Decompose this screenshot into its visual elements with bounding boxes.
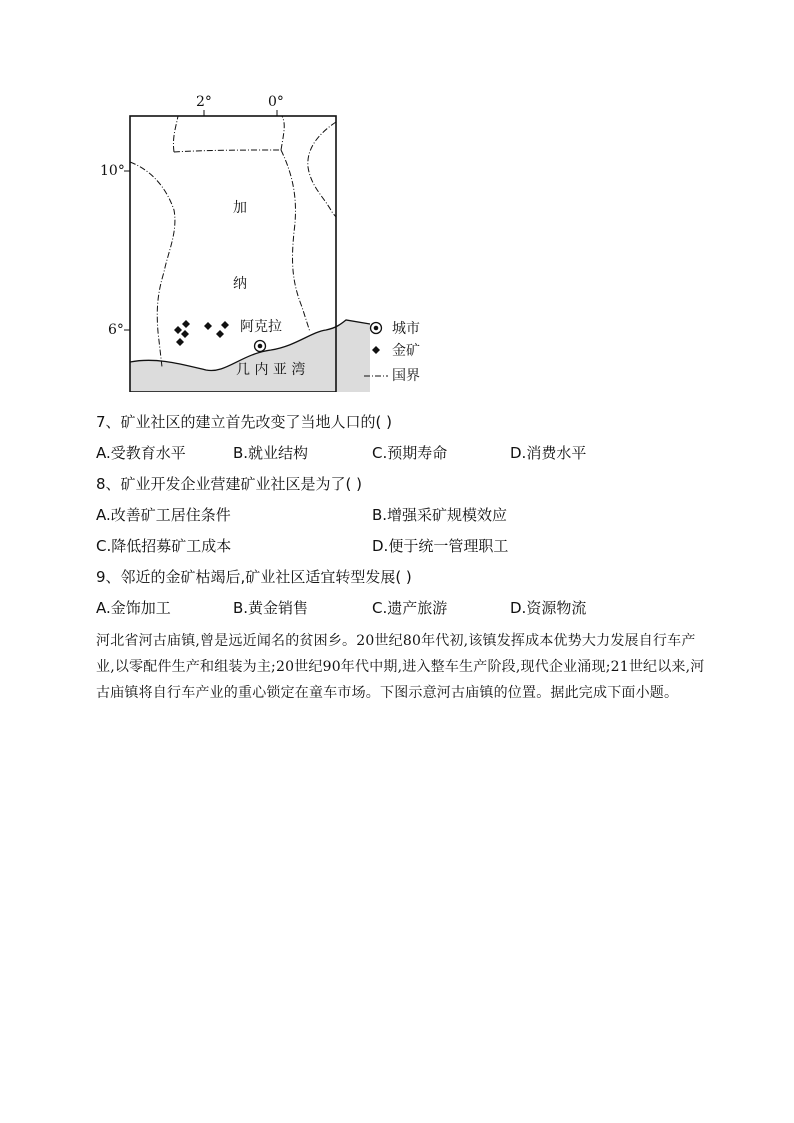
legend-city-label: 城市 (392, 321, 420, 337)
question-7-option-a[interactable]: A.受教育水平 (96, 444, 186, 462)
question-8-option-b[interactable]: B.增强采矿规模效应 (372, 506, 508, 524)
ghana-map (96, 92, 426, 392)
question-7-stem: 7、矿业社区的建立首先改变了当地人口的( ) (96, 413, 393, 431)
legend-gold-label: 金矿 (392, 343, 420, 359)
question-9-option-b[interactable]: B.黄金销售 (233, 599, 309, 617)
question-7-option-b[interactable]: B.就业结构 (233, 444, 309, 462)
question-8-option-d[interactable]: D.便于统一管理职工 (372, 537, 509, 555)
country-label-second: 纳 (233, 276, 247, 292)
lat-label-6: 6° (108, 322, 124, 338)
border-north-east (174, 150, 281, 152)
border-north-tip (281, 116, 284, 150)
legend-gold-icon (372, 346, 380, 354)
gold-mine-marker (221, 321, 229, 329)
question-8-option-a[interactable]: A.改善矿工居住条件 (96, 506, 231, 524)
lon-label-0: 0° (268, 94, 284, 110)
question-9-option-a[interactable]: A.金饰加工 (96, 599, 171, 617)
lat-label-10: 10° (100, 163, 125, 179)
sea-label: 几 内 亚 湾 (236, 362, 306, 378)
question-7-option-d[interactable]: D.消费水平 (510, 444, 587, 462)
border-east (281, 150, 310, 332)
gold-mine-marker (182, 320, 190, 328)
legend-city-icon-dot (374, 326, 379, 331)
gold-mines (174, 320, 229, 346)
city-label: 阿克拉 (240, 319, 282, 335)
gold-mine-marker (176, 338, 184, 346)
border-west (130, 162, 175, 367)
border-far-east (308, 122, 336, 217)
question-9-option-d[interactable]: D.资源物流 (510, 599, 587, 617)
question-8-stem: 8、矿业开发企业营建矿业社区是为了( ) (96, 475, 363, 493)
border-north (173, 116, 178, 152)
question-9-option-c[interactable]: C.遗产旅游 (372, 599, 448, 617)
question-8-option-c[interactable]: C.降低招募矿工成本 (96, 537, 232, 555)
question-9-stem: 9、邻近的金矿枯竭后,矿业社区适宜转型发展( ) (96, 568, 412, 586)
question-7-option-c[interactable]: C.预期寿命 (372, 444, 448, 462)
gold-mine-marker (174, 326, 182, 334)
map-graphic (96, 92, 426, 392)
lon-label-2: 2° (196, 94, 212, 110)
city-accra-dot (258, 344, 263, 349)
gold-mine-marker (216, 330, 224, 338)
reading-passage: 河北省河古庙镇,曾是远近闻名的贫困乡。20世纪80年代初,该镇发挥成本优势大力发展自行车产业,以零配件生产和组装为主;20世纪90年代中期,进入整车生产阶段,现代企业涌现;21世纪以来,河古庙镇将自行车产业的重心锁定在童车市场。下图示意河古庙镇的位置。据此完成下面小题。 (96, 633, 705, 701)
gold-mine-marker (181, 330, 189, 338)
legend-border-label: 国界 (392, 368, 420, 384)
gold-mine-marker (204, 322, 212, 330)
country-label-first: 加 (233, 200, 247, 216)
